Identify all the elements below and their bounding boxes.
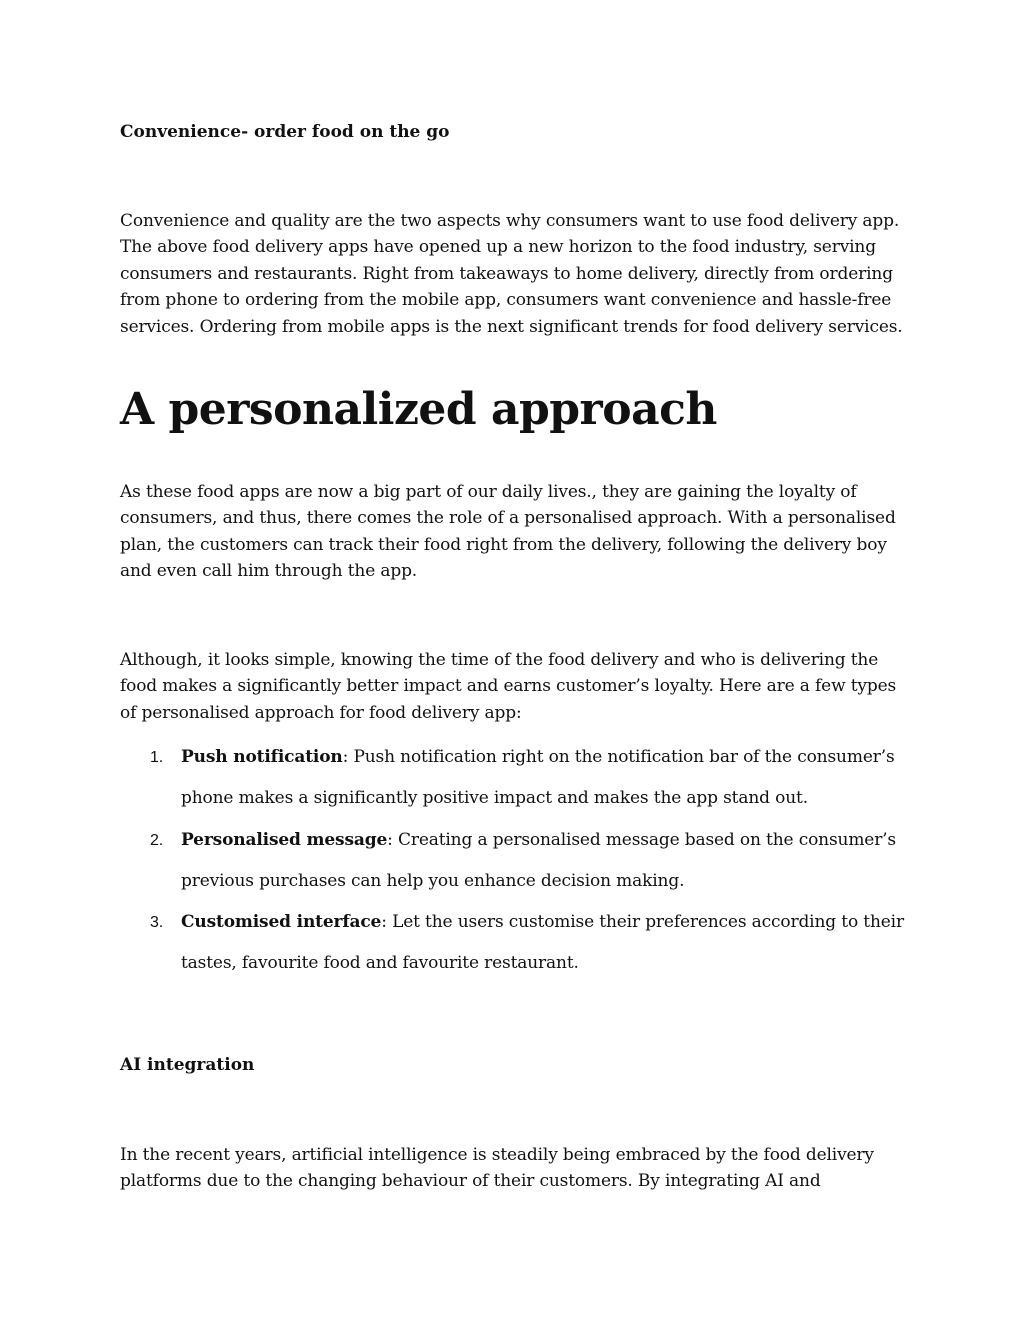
section-heading-convenience: Convenience- order food on the go [120, 122, 450, 142]
paragraph-personalized-intro: As these food apps are now a big part of our daily lives., they are gaining the loyalty of consumers, and thus, there comes the role of a personalised approach. With a personalised plan, the customers can track their food right from the delivery, following the delivery boy and even call him through the app. [120, 482, 896, 582]
section-heading-ai-integration: AI integration [120, 1055, 255, 1075]
list-item-term: Personalised message [181, 829, 388, 850]
list-item-number: 1. [150, 749, 164, 766]
personalisation-types-list [120, 737, 910, 985]
list-item [120, 902, 910, 985]
list-item-number: 3. [150, 914, 164, 932]
list-item-number: 2. [150, 831, 164, 849]
list-item [120, 737, 910, 820]
list-item-text: : Let the users customise their preferences according to their tastes, favourite food and favourite restaurant. [181, 912, 904, 974]
list-item-term: Push notification [181, 747, 343, 767]
paragraph-convenience: Convenience and quality are the two aspects why consumers want to use food delivery app. The above food delivery apps have opened up a new horizon to the food industry, serving consumers and restaurants. Right from takeaways to home delivery, directly from ordering from phone to ordering from the mobile app, consumers want convenience and hassle-free services. Ordering from mobile apps is the next significant trends for food delivery services. [120, 211, 903, 337]
paragraph-personalized-types: Although, it looks simple, knowing the time of the food delivery and who is delivering the food makes a significantly better impact and earns customer’s loyalty. Here are a few types of personalised approach for food delivery app: [120, 650, 897, 723]
page-title-personalized-approach: A personalized approach [120, 384, 717, 435]
list-item-term: Customised interface [181, 912, 382, 933]
list-item [120, 820, 910, 903]
paragraph-ai-integration: In the recent years, artificial intelligence is steadily being embraced by the food delivery platforms due to the changing behaviour of their customers. By integrating AI and [120, 1145, 874, 1192]
list-item-text: : Creating a personalised message based on the consumer’s previous purchases can help you enhance decision making. [181, 829, 897, 891]
list-item-text: : Push notification right on the notification bar of the consumer’s phone makes a significantly positive impact and makes the app stand out. [181, 747, 895, 809]
